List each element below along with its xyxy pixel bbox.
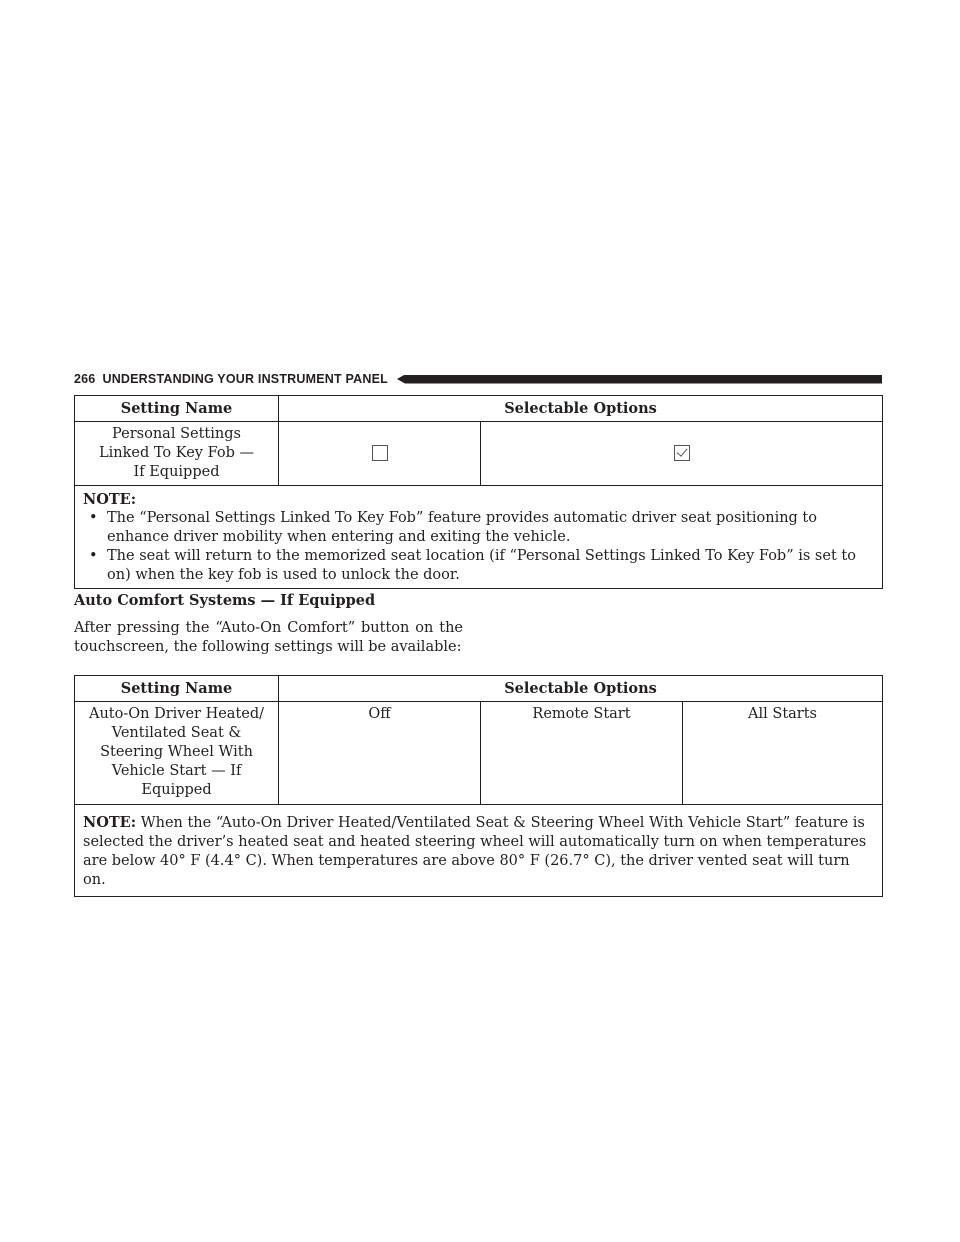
settings-table-key-fob	[74, 395, 883, 589]
option-cell: Off	[279, 702, 481, 805]
section-title: UNDERSTANDING YOUR INSTRUMENT PANEL	[102, 372, 388, 386]
note-label: NOTE:	[83, 491, 137, 508]
option-unchecked-cell	[279, 422, 481, 486]
option-checked-cell	[481, 422, 883, 486]
table-header-row	[75, 676, 883, 702]
note-bullets	[83, 509, 874, 585]
col-setting-name: Setting Name	[75, 396, 279, 422]
table-header-row	[75, 396, 883, 422]
option-cell: All Starts	[683, 702, 883, 805]
note-row	[75, 486, 883, 589]
col-setting-name: Setting Name	[75, 676, 279, 702]
setting-name-cell: Auto-On Driver Heated/ Ventilated Seat & Steering Wheel With Vehicle Start — If Equipped	[75, 702, 279, 805]
section-paragraph: After pressing the “Auto-On Comfort” button on the touchscreen, the following settings will be available:	[74, 620, 463, 655]
note-label: NOTE:	[83, 814, 137, 831]
col-selectable-options: Selectable Options	[279, 396, 883, 422]
note-bullet: • The “Personal Settings Linked To Key Fob” feature provides automatic driver seat positioning to enhance driver mobility when entering and exiting the vehicle.	[83, 509, 874, 547]
table-row	[75, 422, 883, 486]
note-cell	[75, 805, 883, 897]
note-row	[75, 805, 883, 897]
settings-table-auto-comfort	[74, 675, 883, 897]
note-text: When the “Auto-On Driver Heated/Ventilated Seat & Steering Wheel With Vehicle Start” feature is selected the driver’s heated seat and heated steering wheel will automatically turn on when temperatures are below 40° F (4.4° C). When temperatures are above 80° F (26.7° C), the driver vented seat will turn on.	[83, 815, 867, 888]
table-row	[75, 702, 883, 805]
checkbox-checked-icon	[674, 445, 690, 461]
page-number: 266	[74, 372, 96, 386]
page-header	[74, 370, 882, 388]
note-cell	[75, 486, 883, 589]
setting-name-cell: Personal Settings Linked To Key Fob — If Equipped	[75, 422, 279, 486]
col-selectable-options: Selectable Options	[279, 676, 883, 702]
header-rule	[397, 375, 882, 384]
checkbox-empty-icon	[372, 445, 388, 461]
note-bullet: • The seat will return to the memorized seat location (if “Personal Settings Linked To Key Fob” is set to on) when the key fob is used to unlock the door.	[83, 547, 874, 585]
option-cell: Remote Start	[481, 702, 683, 805]
section-heading: Auto Comfort Systems — If Equipped	[74, 592, 376, 609]
